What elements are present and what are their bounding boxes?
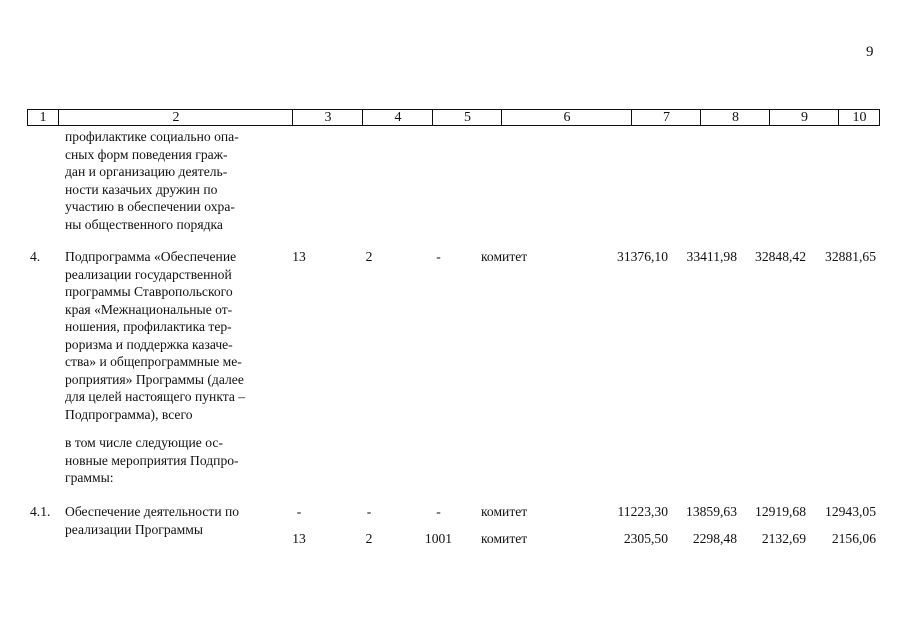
text-line: граммы: bbox=[65, 470, 114, 485]
row-4-1a-col-9: 12919,68 bbox=[755, 504, 806, 519]
row-4-description bbox=[65, 248, 263, 423]
row-4-1a-col-5: - bbox=[436, 504, 441, 519]
header-col-2: 2 bbox=[58, 110, 293, 125]
row-4-1b-col-7: 2305,50 bbox=[623, 531, 668, 546]
row-4-number: 4. bbox=[30, 249, 41, 264]
header-col-7: 7 bbox=[631, 110, 701, 125]
text-line: реализации Программы bbox=[65, 521, 203, 537]
text-line: в том числе следующие ос- bbox=[65, 435, 223, 450]
header-col-6: 6 bbox=[501, 110, 632, 125]
continuation-description bbox=[65, 128, 263, 233]
text-line: края «Межнациональные от- bbox=[65, 301, 233, 317]
text-line: реализации государственной bbox=[65, 266, 232, 282]
text-line: Подпрограмма), всего bbox=[65, 406, 193, 422]
header-col-10: 10 bbox=[838, 110, 880, 125]
text-line: дан и организацию деятель- bbox=[65, 164, 228, 179]
header-col-3: 3 bbox=[292, 110, 363, 125]
row-4-col-5: - bbox=[436, 249, 441, 264]
row-4-col-10: 32881,65 bbox=[825, 249, 876, 264]
text-line: участию в обеспечении охра- bbox=[65, 199, 235, 214]
header-col-4: 4 bbox=[362, 110, 433, 125]
page-number: 9 bbox=[866, 44, 874, 60]
header-col-1: 1 bbox=[39, 110, 47, 125]
row-4-1-description bbox=[65, 503, 263, 538]
row-4-col-8: 33411,98 bbox=[686, 249, 737, 264]
table-header bbox=[27, 109, 880, 126]
text-line: сных форм поведения граж- bbox=[65, 146, 228, 162]
row-4-1a-col-6: комитет bbox=[481, 504, 528, 519]
including-text bbox=[65, 434, 263, 487]
header-col-5: 5 bbox=[432, 110, 502, 125]
row-4-col-9: 32848,42 bbox=[755, 249, 806, 264]
row-4-1a-col-10: 12943,05 bbox=[825, 504, 876, 519]
row-4-1a-col-4: - bbox=[366, 504, 372, 519]
text-line: Подпрограмма «Обеспечение bbox=[65, 249, 237, 264]
text-line: роприятия» Программы (далее bbox=[65, 371, 244, 387]
row-4-col-6: комитет bbox=[481, 249, 528, 264]
row-4-col-4: 2 bbox=[365, 249, 373, 264]
text-line: новные мероприятия Подпро- bbox=[65, 452, 239, 468]
row-4-1b-col-8: 2298,48 bbox=[692, 531, 737, 546]
text-line: ства» и общепрограммные ме- bbox=[65, 354, 242, 369]
row-4-1b-col-4: 2 bbox=[365, 531, 373, 546]
header-col-8: 8 bbox=[700, 110, 770, 125]
row-4-1b-col-9: 2132,69 bbox=[761, 531, 806, 546]
text-line: программы Ставропольского bbox=[65, 284, 233, 299]
text-line: Обеспечение деятельности по bbox=[65, 504, 240, 519]
row-4-1a-col-7: 11223,30 bbox=[617, 504, 668, 519]
text-line: профилактике социально опа- bbox=[65, 129, 239, 144]
row-4-1a-col-3: - bbox=[296, 504, 302, 519]
row-4-col-7: 31376,10 bbox=[617, 249, 668, 264]
text-line: для целей настоящего пункта – bbox=[65, 389, 246, 404]
row-4-1b-col-3: 13 bbox=[292, 531, 306, 546]
header-col-9: 9 bbox=[769, 110, 839, 125]
row-4-1b-col-5: 1001 bbox=[424, 531, 453, 546]
text-line: ности казачьих дружин по bbox=[65, 181, 218, 197]
row-4-col-3: 13 bbox=[292, 249, 306, 264]
text-line: роризма и поддержка казаче- bbox=[65, 336, 233, 352]
text-line: ны общественного порядка bbox=[65, 216, 223, 232]
row-4-1-number: 4.1. bbox=[30, 504, 51, 519]
row-4-1b-col-6: комитет bbox=[481, 531, 528, 546]
row-4-1b-col-10: 2156,06 bbox=[831, 531, 876, 546]
row-4-1a-col-8: 13859,63 bbox=[686, 504, 737, 519]
text-line: ношения, профилактика тер- bbox=[65, 319, 232, 334]
